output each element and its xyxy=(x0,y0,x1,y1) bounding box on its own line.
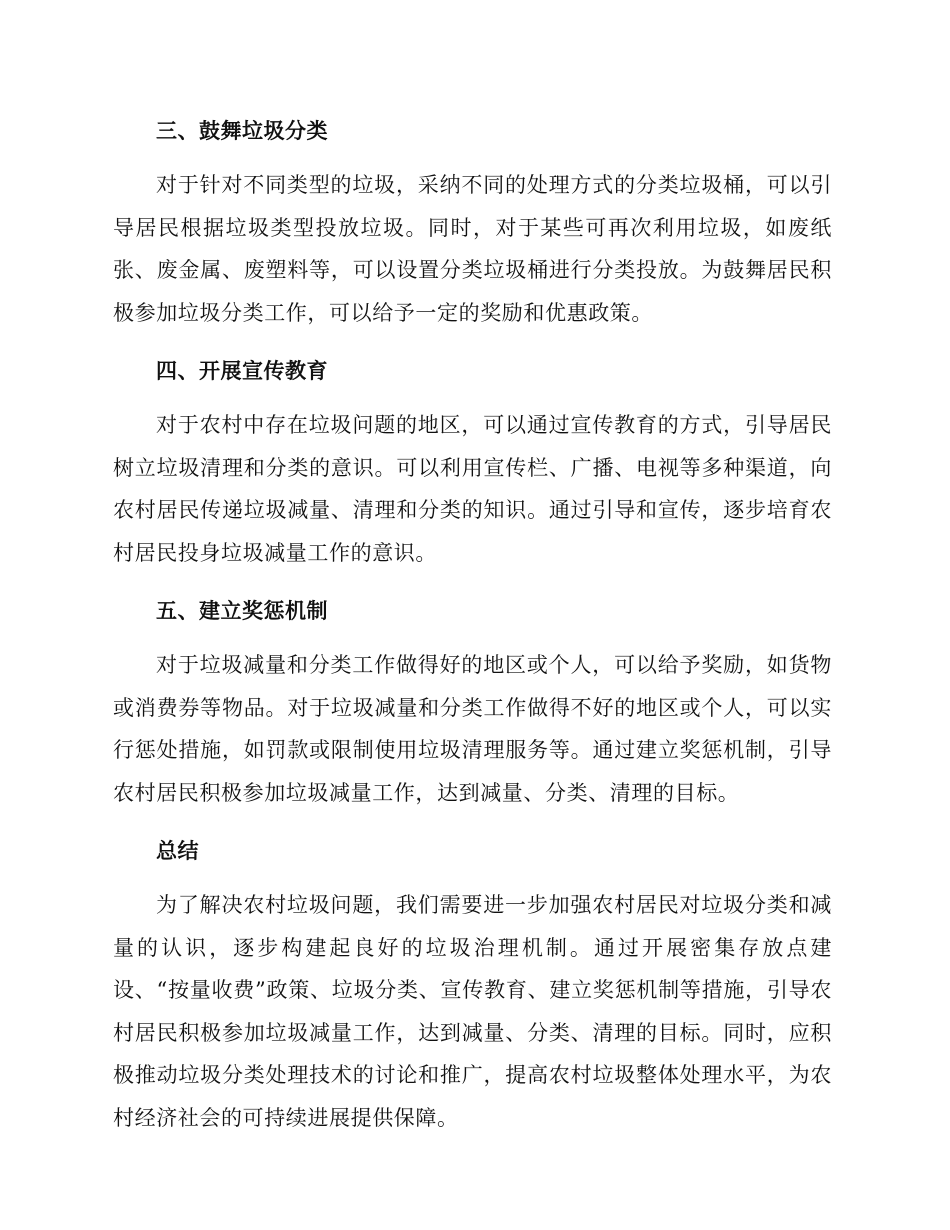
section-reward-punishment xyxy=(113,590,832,814)
section-paragraph: 对于农村中存在垃圾问题的地区，可以通过宣传教育的方式，引导居民树立垃圾清理和分类的意识。可以利用宣传栏、广播、电视等多种渠道，向农村居民传递垃圾减量、清理和分类的知识。通过引导和宣传，逐步培育农村居民投身垃圾减量工作的意识。 xyxy=(113,413,832,565)
section-heading: 总结 xyxy=(156,839,199,863)
section-paragraph: 对于垃圾减量和分类工作做得好的地区或个人，可以给予奖励，如货物或消费券等物品。对于垃圾减量和分类工作做得不好的地区或个人，可以实行惩处措施，如罚款或限制使用垃圾清理服务等。通过建立奖惩机制，引导农村居民积极参加垃圾减量工作，达到减量、分类、清理的目标。 xyxy=(113,653,832,805)
section-publicity-education xyxy=(113,350,832,574)
section-heading: 三、鼓舞垃圾分类 xyxy=(156,119,328,143)
section-paragraph: 对于针对不同类型的垃圾，采纳不同的处理方式的分类垃圾桶，可以引导居民根据垃圾类型投放垃圾。同时，对于某些可再次利用垃圾，如废纸张、废金属、废塑料等，可以设置分类垃圾桶进行分类投放。为鼓舞居民积极参加垃圾分类工作，可以给予一定的奖励和优惠政策。 xyxy=(113,173,832,325)
section-encourage-sorting xyxy=(113,110,832,334)
section-paragraph: 为了解决农村垃圾问题，我们需要进一步加强农村居民对垃圾分类和减量的认识，逐步构建起良好的垃圾治理机制。通过开展密集存放点建设、“按量收费”政策、垃圾分类、宣传教育、建立奖惩机制等措施，引导农村居民积极参加垃圾减量工作，达到减量、分类、清理的目标。同时，应积极推动垃圾分类处理技术的讨论和推广，提高农村垃圾整体处理水平，为农村经济社会的可持续进展提供保障。 xyxy=(113,893,832,1130)
section-heading: 四、开展宣传教育 xyxy=(156,359,328,383)
section-summary xyxy=(113,830,832,1139)
section-heading: 五、建立奖惩机制 xyxy=(156,599,328,623)
